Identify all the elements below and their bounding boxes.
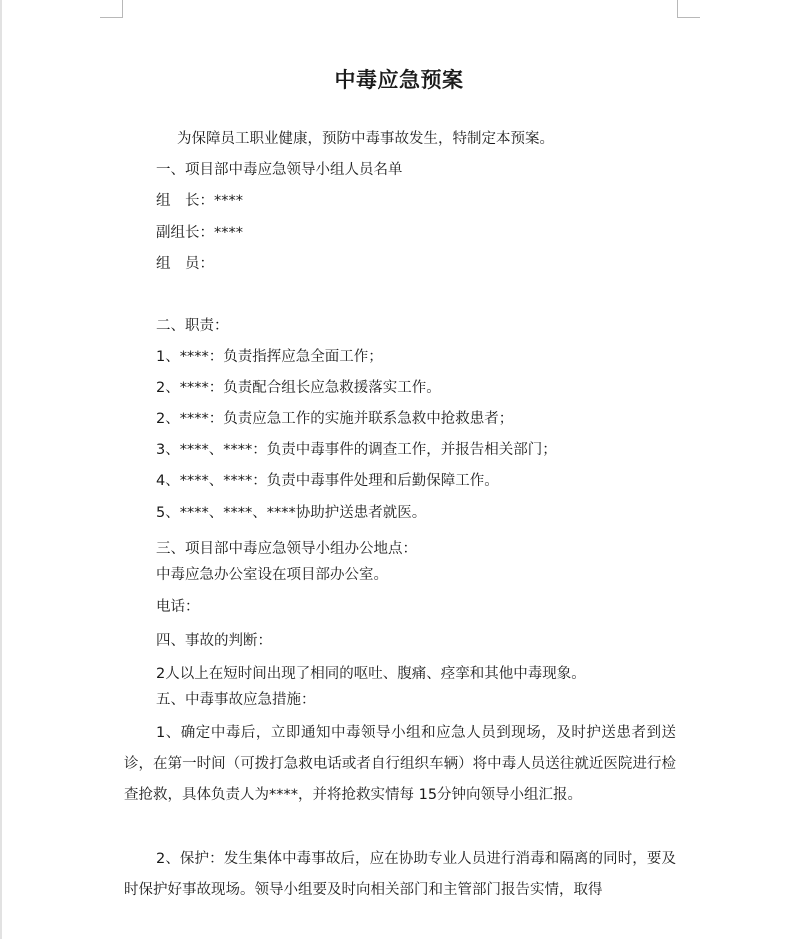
office-location: 中毒应急办公室设在项目部办公室。 — [156, 567, 388, 583]
section3-heading: 三、项目部中毒应急领导小组办公地点： — [156, 541, 417, 557]
section5-heading: 五、中毒事故应急措施： — [156, 692, 316, 708]
measure-paragraph: 2、保护：发生集体中毒事故后，应在协助专业人员进行消毒和隔离的同时，要及时保护好事故现场。领导小组要及时向相关部门和主管部门报告实情，取得 — [124, 851, 676, 898]
deputy-line: 副组长：**** — [156, 225, 243, 241]
page-edge — [0, 0, 2, 939]
duty-item: 4、****、****：负责中毒事件处理和后勤保障工作。 — [156, 473, 499, 489]
measure-paragraph: 1、确定中毒后，立即通知中毒领导小组和应急人员到现场，及时护送患者到送诊，在第一时间（可拨打急救电话或者自行组织车辆）将中毒人员送往就近医院进行检查抢救，具体负责人为****，并将抢救实情每 15分钟向领导小组汇报。 — [124, 725, 676, 803]
duty-item: 3、****、****：负责中毒事件的调查工作，并报告相关部门； — [156, 442, 557, 458]
duty-item: 2、****：负责配合组长应急救援落实工作。 — [156, 380, 441, 396]
section4-heading: 四、事故的判断： — [156, 633, 272, 649]
phone-line: 电话： — [156, 599, 200, 615]
duty-item: 5、****、****、****协助护送患者就医。 — [156, 505, 427, 521]
judgment-text: 2人以上在短时间出现了相同的呕吐、腹痛、痉挛和其他中毒现象。 — [156, 666, 586, 682]
crop-mark-top-left — [122, 0, 123, 18]
duty-item: 1、****：负责指挥应急全面工作； — [156, 349, 383, 365]
intro-text: 为保障员工职业健康，预防中毒事故发生，特制定本预案。 — [177, 131, 554, 147]
document-title: 中毒应急预案 — [334, 67, 464, 92]
members-line: 组 员： — [156, 256, 214, 272]
section1-heading: 一、项目部中毒应急领导小组人员名单 — [156, 162, 403, 178]
leader-line: 组 长：**** — [156, 193, 243, 209]
duty-item: 2、****：负责应急工作的实施并联系急救中抢救患者； — [156, 411, 514, 427]
crop-mark-top-right — [677, 0, 678, 18]
crop-mark-top-left — [100, 17, 123, 18]
crop-mark-top-right — [677, 17, 700, 18]
section2-heading: 二、职责： — [156, 318, 229, 334]
